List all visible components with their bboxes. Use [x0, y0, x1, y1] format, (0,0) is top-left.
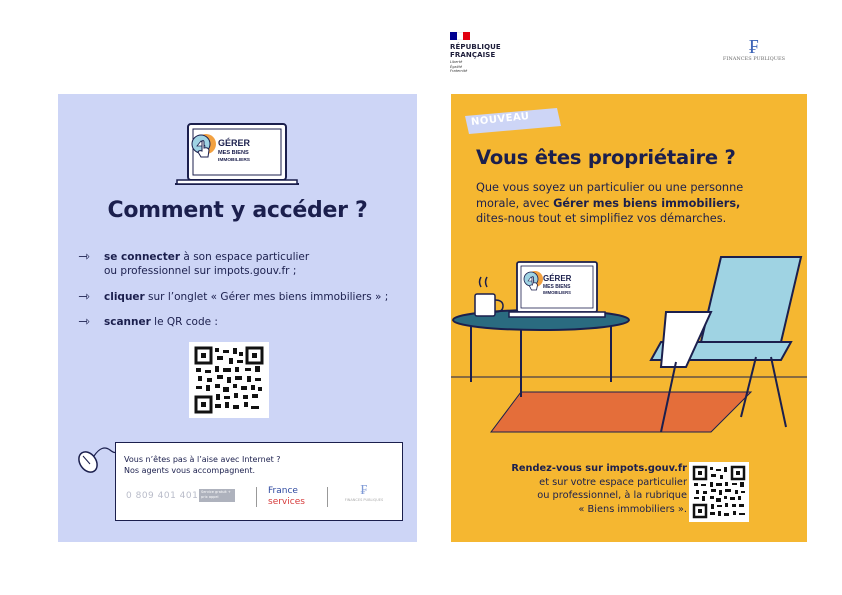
left-flyer-panel — [58, 94, 417, 542]
contact-support: Nos agents vous accompagnent. — [124, 466, 256, 475]
icon-label-immobiliers: IMMOBILIERS — [543, 290, 571, 295]
icon-label-immobiliers: IMMOBILIERS — [218, 158, 250, 163]
contact-box — [115, 442, 403, 521]
step-connect — [78, 250, 408, 278]
phone-number[interactable]: 0 809 401 401 — [126, 491, 199, 501]
step-connect-text-2: ou professionnel sur impots.gouv.fr ; — [104, 265, 297, 277]
right-intro — [476, 180, 796, 227]
mouse-icon — [76, 446, 118, 486]
rdv-line-3: ou professionnel, à la rubrique — [537, 490, 687, 501]
step-scan-bold: scanner — [104, 316, 151, 328]
french-flag-icon — [450, 32, 470, 40]
intro-line-2b: Gérer mes biens immobiliers, — [553, 196, 741, 210]
service-gratuit-badge: Service gratuit + prix appel — [199, 489, 235, 502]
republique-motto: Liberté Égalité Fraternité — [450, 60, 468, 73]
finances-publiques-logo — [718, 36, 790, 62]
intro-line-1: Que vous soyez un particulier ou une personne — [476, 181, 744, 194]
step-click-text: sur l’onglet « Gérer mes biens immobiliers » ; — [144, 291, 389, 303]
finances-publiques-mark-icon: ₣ — [749, 34, 759, 58]
nouveau-badge: NOUVEAU — [470, 110, 531, 129]
arrow-right-icon: ⇾ — [78, 314, 90, 330]
laptop-icon — [509, 262, 605, 317]
france-services-label-2: services — [268, 497, 305, 507]
step-scan-text: le QR code : — [150, 316, 218, 328]
icon-label-mes-biens: MES BIENS — [218, 150, 249, 156]
divider — [327, 487, 328, 507]
icon-label-gerer: GÉRER — [543, 274, 572, 283]
arrow-right-icon: ⇾ — [78, 289, 90, 305]
icon-label-mes-biens: MES BIENS — [543, 284, 571, 290]
finances-publiques-mark-icon: ₣ — [360, 482, 368, 498]
right-title: Vous êtes propriétaire ? — [476, 146, 736, 169]
rdv-link[interactable]: Rendez-vous sur impots.gouv.fr — [511, 463, 687, 474]
living-room-illustration — [451, 242, 807, 452]
step-click-bold: cliquer — [104, 291, 145, 303]
finances-publiques-small-logo — [344, 483, 384, 502]
left-title: Comment y accéder ? — [107, 198, 368, 223]
arrow-right-icon: ⇾ — [78, 249, 90, 265]
qr-code[interactable] — [189, 342, 269, 418]
finances-publiques-text: FINANCES PUBLIQUES — [722, 56, 786, 62]
coffee-mug-icon — [475, 277, 503, 316]
qr-code[interactable] — [689, 462, 749, 522]
coffee-table — [453, 310, 629, 397]
contact-question: Vous n’êtes pas à l’aise avec Internet ? — [124, 455, 281, 464]
republique-francaise-logo — [450, 32, 520, 74]
intro-line-3: dites-nous tout et simplifiez vos démarches. — [476, 212, 727, 225]
rendez-vous-text — [471, 462, 687, 516]
rug — [491, 392, 751, 432]
divider — [256, 487, 257, 507]
france-services-label-1: France — [268, 486, 298, 496]
step-click — [78, 290, 408, 304]
rdv-line-4: « Biens immobiliers ». — [578, 503, 687, 515]
intro-line-2a: morale, avec — [476, 196, 554, 210]
step-connect-bold: se connecter — [104, 251, 181, 263]
finances-publiques-small-text: FINANCES PUBLIQUES — [344, 498, 384, 502]
rdv-line-2: et sur votre espace particulier — [539, 476, 687, 488]
icon-label-gerer: GÉRER — [218, 138, 251, 148]
step-connect-text: à son espace particulier — [180, 251, 310, 263]
republique-francaise-name: RÉPUBLIQUE FRANÇAISE — [450, 43, 501, 59]
laptop-icon — [175, 120, 299, 190]
right-flyer-panel — [451, 94, 807, 542]
step-scan — [78, 315, 408, 329]
